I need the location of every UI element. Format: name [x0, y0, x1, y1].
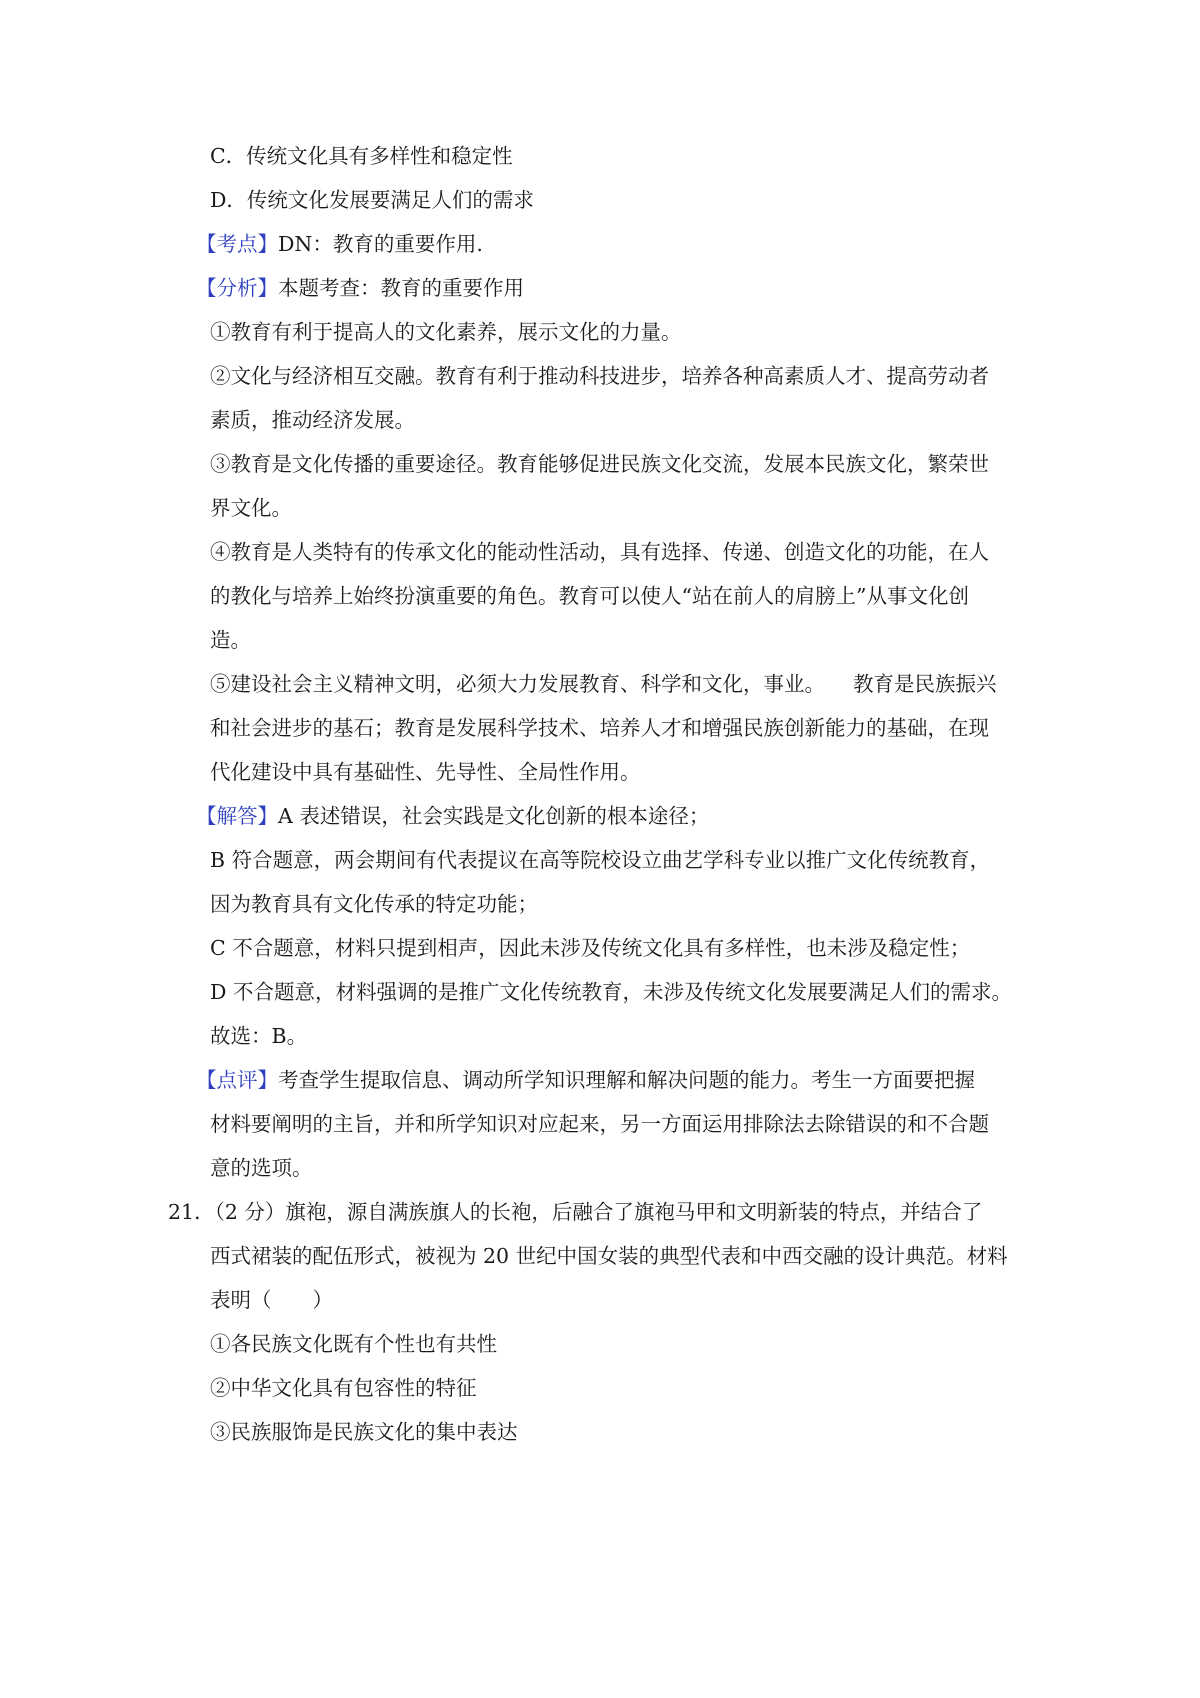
kaodian-text: DN：教育的重要作用.: [278, 232, 483, 256]
fenxi-point: 界文化。: [210, 496, 292, 520]
fenxi-point: ②文化与经济相互交融。教育有利于推动科技进步，培养各种高素质人才、提高劳动者: [210, 364, 989, 388]
question-number: 21．: [168, 1200, 215, 1224]
question-stem: （2 分）旗袍，源自满族旗人的长袍，后融合了旗袍马甲和文明新装的特点，并结合了: [214, 1200, 983, 1224]
kaodian-tag: 【考点】: [196, 232, 278, 256]
fenxi-point: 的教化与培养上始终扮演重要的角色。教育可以使人“站在前人的肩膀上”从事文化创: [210, 584, 969, 608]
jieda-text: A 表述错误，社会实践是文化创新的根本途径；: [278, 804, 710, 828]
jieda-point: 因为教育具有文化传承的特定功能；: [210, 892, 538, 916]
question-stem: 西式裙装的配伍形式，被视为 20 世纪中国女装的典型代表和中西交融的设计典范。材料: [210, 1244, 1008, 1268]
kaodian-line: [196, 230, 1016, 258]
dianping-point: 意的选项。: [210, 1156, 313, 1180]
jieda-tag: 【解答】: [196, 804, 278, 828]
fenxi-point: ③教育是文化传播的重要途径。教育能够促进民族文化交流，发展本民族文化，繁荣世: [210, 452, 989, 476]
option-c: C．传统文化具有多样性和稳定性: [210, 144, 513, 168]
jieda-point: B 符合题意，两会期间有代表提议在高等院校设立曲艺学科专业以推广文化传统教育，: [210, 848, 991, 872]
fenxi-point: ①教育有利于提高人的文化素养，展示文化的力量。: [210, 320, 682, 344]
fenxi-point: 和社会进步的基石；教育是发展科学技术、培养人才和增强民族创新能力的基础，在现: [210, 716, 989, 740]
fenxi-point: 代化建设中具有基础性、先导性、全局性作用。: [210, 760, 641, 784]
jieda-line: [196, 802, 1016, 830]
question-item: ③民族服饰是民族文化的集中表达: [210, 1420, 518, 1444]
fenxi-point-part: ⑤建设社会主义精神文明，必须大力发展教育、科学和文化，事业。: [210, 672, 825, 696]
fenxi-point: 素质，推动经济发展。: [210, 408, 415, 432]
question-stem: 表明（ ）: [210, 1288, 333, 1312]
dianping-line: [196, 1066, 1016, 1094]
question-item: ①各民族文化既有个性也有共性: [210, 1332, 497, 1356]
fenxi-point-part: 教育是民族振兴: [853, 672, 997, 696]
fenxi-point: ④教育是人类特有的传承文化的能动性活动，具有选择、传递、创造文化的功能，在人: [210, 540, 989, 564]
fenxi-line: [196, 274, 1016, 302]
dianping-point: 材料要阐明的主旨，并和所学知识对应起来，另一方面运用排除法去除错误的和不合题: [210, 1112, 989, 1136]
jieda-point: D 不合题意，材料强调的是推广文化传统教育，未涉及传统文化发展要满足人们的需求。: [210, 980, 1012, 1004]
question-item: ②中华文化具有包容性的特征: [210, 1376, 477, 1400]
option-d: D．传统文化发展要满足人们的需求: [210, 188, 534, 212]
fenxi-point: 造。: [210, 628, 251, 652]
jieda-point: 故选：B。: [210, 1024, 308, 1048]
jieda-point: C 不合题意，材料只提到相声，因此未涉及传统文化具有多样性，也未涉及稳定性；: [210, 936, 971, 960]
question-21-line: [168, 1198, 1030, 1226]
fenxi-tag: 【分析】: [196, 276, 278, 300]
fenxi-text: 本题考查：教育的重要作用: [278, 276, 524, 300]
dianping-text: 考查学生提取信息、调动所学知识理解和解决问题的能力。考生一方面要把握: [278, 1068, 975, 1092]
fenxi-point: [210, 670, 1030, 698]
dianping-tag: 【点评】: [196, 1068, 278, 1092]
